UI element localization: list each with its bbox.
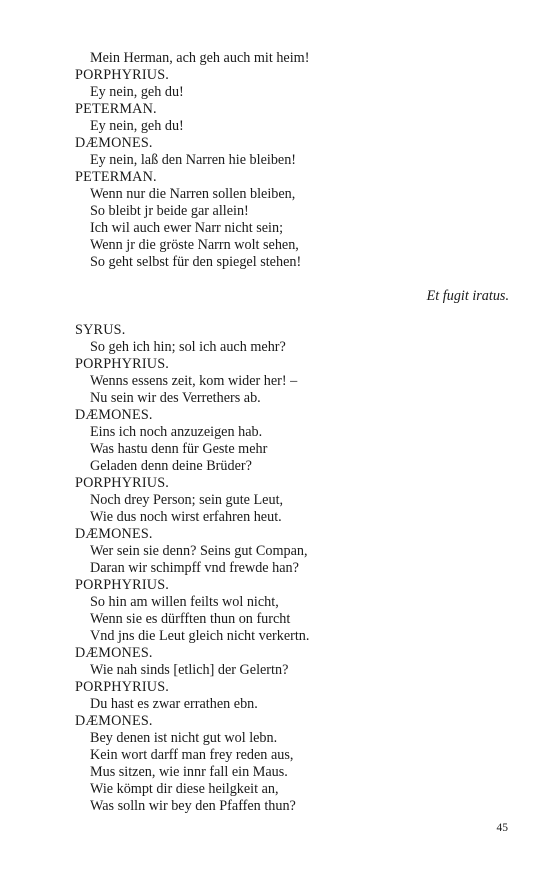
verse-line: Wenn nur die Narren sollen bleiben, (90, 186, 296, 202)
verse-line: Du hast es zwar errathen ebn. (90, 696, 258, 712)
verse-line: Mein Herman, ach geh auch mit heim! (90, 50, 310, 66)
verse-line: Wenn sie es dürfften thun on furcht (90, 611, 291, 627)
page-number: 45 (496, 822, 508, 834)
play-text (75, 50, 515, 815)
verse-line: Wenn jr die gröste Narrn wolt sehen, (90, 237, 299, 253)
verse-line: So hin am willen feilts wol nicht, (90, 594, 279, 610)
stage-direction: Et fugit iratus. (426, 288, 509, 304)
speaker-name: PORPHYRIUS. (75, 356, 170, 372)
verse-line: So geht selbst für den spiegel stehen! (90, 254, 302, 270)
verse-line: Daran wir schimpff vnd frewde han? (90, 560, 299, 576)
verse-line: Was solln wir bey den Pfaffen thun? (90, 798, 296, 814)
verse-line: Ey nein, geh du! (90, 118, 184, 134)
speaker-name: DÆMONES. (75, 645, 153, 661)
speaker-name: SYRUS. (75, 322, 126, 338)
blank-line (75, 305, 515, 322)
speaker-name: PETERMAN. (75, 101, 157, 117)
speaker-name: DÆMONES. (75, 713, 153, 729)
verse-line: Ich wil auch ewer Narr nicht sein; (90, 220, 284, 236)
speaker-name: PORPHYRIUS. (75, 475, 170, 491)
verse-line: Kein wort darff man frey reden aus, (90, 747, 294, 763)
verse-line: Was hastu denn für Geste mehr (90, 441, 268, 457)
speaker-name: DÆMONES. (75, 407, 153, 423)
verse-line: Wie nah sinds [etlich] der Gelertn? (90, 662, 289, 678)
verse-line: Geladen denn deine Brüder? (90, 458, 252, 474)
verse-line: Wer sein sie denn? Seins gut Compan, (90, 543, 308, 559)
verse-line: Ey nein, geh du! (90, 84, 184, 100)
speaker-name: PORPHYRIUS. (75, 67, 170, 83)
speaker-name: PORPHYRIUS. (75, 679, 170, 695)
verse-line: Wie kömpt dir diese heilgkeit an, (90, 781, 279, 797)
speaker-name: DÆMONES. (75, 526, 153, 542)
verse-line: Mus sitzen, wie innr fall ein Maus. (90, 764, 288, 780)
verse-line: Vnd jns die Leut gleich nicht verkertn. (90, 628, 310, 644)
verse-line: So bleibt jr beide gar allein! (90, 203, 249, 219)
verse-line: Nu sein wir des Verrethers ab. (90, 390, 261, 406)
speaker-name: PETERMAN. (75, 169, 157, 185)
verse-line: Bey denen ist nicht gut wol lebn. (90, 730, 278, 746)
blank-line (75, 271, 515, 288)
verse-line: So geh ich hin; sol ich auch mehr? (90, 339, 286, 355)
speaker-name: PORPHYRIUS. (75, 577, 170, 593)
verse-line: Wie dus noch wirst erfahren heut. (90, 509, 282, 525)
verse-line: Eins ich noch anzuzeigen hab. (90, 424, 263, 440)
speaker-name: DÆMONES. (75, 135, 153, 151)
verse-line: Ey nein, laß den Narren hie bleiben! (90, 152, 297, 168)
verse-line: Noch drey Person; sein gute Leut, (90, 492, 284, 508)
verse-line: Wenns essens zeit, kom wider her! – (90, 373, 298, 389)
